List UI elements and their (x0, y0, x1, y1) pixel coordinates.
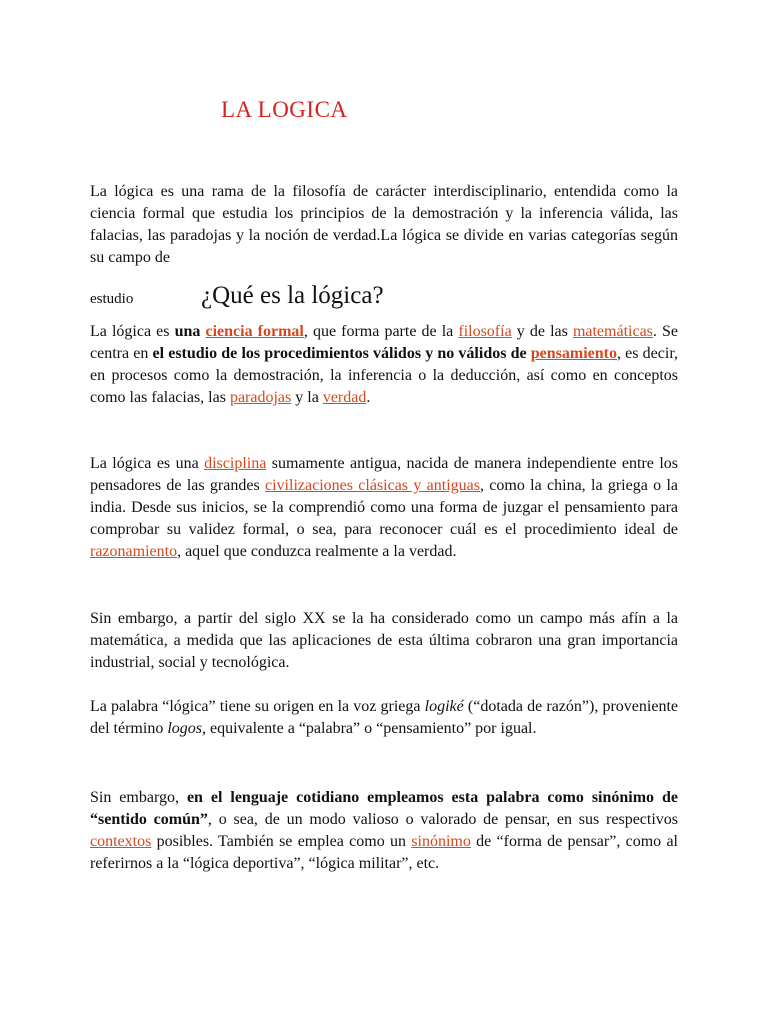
text-span: La lógica es (90, 323, 175, 340)
intro-last-line (90, 288, 170, 310)
link-filosofia[interactable]: filosofía (458, 323, 512, 340)
text-span: y de las (511, 323, 573, 340)
text-span: , aquel que conduzca realmente a la verdad. (177, 543, 457, 560)
paragraph-que-es (90, 321, 678, 409)
italic-span: logos (167, 720, 202, 737)
text-span: . (366, 389, 371, 406)
link-contextos[interactable]: contextos (90, 833, 152, 850)
link-paradojas[interactable]: paradojas (229, 389, 292, 406)
paragraph-siglo-xx (90, 608, 678, 674)
text-span: . Se centra en (90, 323, 678, 362)
intro-text: La lógica es una rama de la filosofía de carácter interdisciplinario, entendida como la ciencia formal que estudia los principios de la demostración y la inferencia válida, las falacias, las paradojas y la noción de verdad.La lógica se divide en varias categorías según su campo de (90, 183, 678, 266)
text-span: posibles. También se emplea como un (151, 833, 412, 850)
bold-span: el estudio de los procedimientos válidos y no válidos de (152, 345, 531, 362)
paragraph-lenguaje-cotidiano (90, 787, 678, 875)
bold-span: en el lenguaje cotidiano empleamos esta palabra como sinónimo de “sentido común” (90, 789, 679, 828)
intro-paragraph (90, 181, 678, 269)
text-span: y la (291, 389, 323, 406)
text-span: Sin embargo, a partir del siglo XX se la ha considerado como un campo más afín a la matemática, a medida que las aplicaciones de esta última cobraron una gran importancia industrial, social y tecnológica. (90, 610, 678, 671)
text-span: , o sea, de un modo valioso o valorado de pensar, en sus respectivos (207, 811, 679, 828)
link-sinonimo[interactable]: sinónimo (411, 833, 471, 850)
bold-span: una (174, 323, 206, 340)
link-disciplina[interactable]: disciplina (204, 455, 267, 472)
section-heading: ¿Qué es la lógica? (201, 282, 384, 309)
link-verdad[interactable]: verdad (322, 389, 367, 406)
paragraph-etimologia (90, 696, 678, 740)
link-razonamiento[interactable]: razonamiento (90, 543, 178, 560)
text-span: , equivalente a “palabra” o “pensamiento” por igual. (201, 720, 537, 737)
text-span: sumamente antigua, nacida de manera independiente entre los pensadores de las grandes (90, 455, 679, 494)
text-span: (“dotada de razón”), proveniente del término (90, 698, 679, 737)
text-span: Sin embargo, (90, 789, 187, 806)
text-span: La palabra “lógica” tiene su origen en la voz griega (90, 698, 425, 715)
link-matematicas[interactable]: matemáticas (572, 323, 653, 340)
text-span: , como la china, la griega o la india. Desde sus inicios, se la comprendió como una forma de juzgar el pensamiento para comprobar su validez formal, o sea, para reconocer cuál es el procedimiento ideal de (90, 477, 679, 538)
link-pensamiento[interactable]: pensamiento (530, 345, 618, 362)
italic-span: logiké (424, 698, 464, 715)
text-span: de “forma de pensar”, como al referirnos a la “lógica deportiva”, “lógica militar”, etc. (90, 833, 678, 872)
text-span: , que forma parte de la (303, 323, 459, 340)
text-span: La lógica es una (90, 455, 205, 472)
page-title: LA LOGICA (221, 97, 348, 122)
intro-last-word: estudio (90, 291, 134, 307)
text-span: , es decir, en procesos como la demostración, la inferencia o la deducción, así como en conceptos como las falacias, las (90, 345, 679, 406)
link-ciencia-formal[interactable]: ciencia formal (205, 323, 304, 340)
link-civilizaciones[interactable]: civilizaciones clásicas y antiguas (265, 477, 480, 494)
paragraph-disciplina (90, 453, 678, 563)
